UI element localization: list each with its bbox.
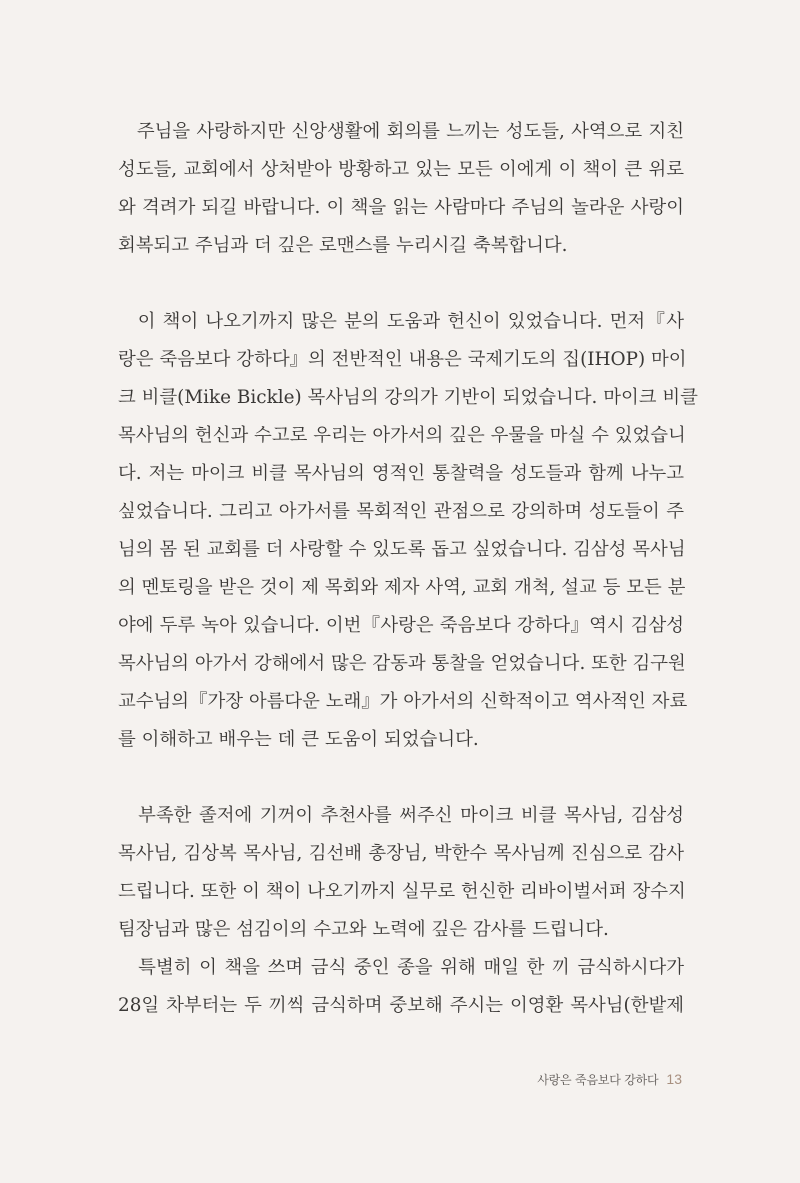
text-line: 님의 몸 된 교회를 더 사랑할 수 있도록 돕고 싶었습니다. 김삼성 목사님 [118, 539, 686, 560]
text-line: 의 멘토링을 받은 것이 제 목회와 제자 사역, 교회 개척, 설교 등 모든 분 [118, 577, 686, 598]
text-line: 성도들, 교회에서 상처받아 방황하고 있는 모든 이에게 이 책이 큰 위로 [118, 159, 684, 180]
paragraph-1 [118, 113, 684, 265]
text-line: 목사님의 헌신과 수고로 우리는 아가서의 깊은 우물을 마실 수 있었습니 [118, 425, 686, 446]
text-line: 이 책이 나오기까지 많은 분의 도움과 헌신이 있었습니다. 먼저『사 [118, 311, 684, 332]
text-line: 와 격려가 되길 바랍니다. 이 책을 읽는 사람마다 주님의 놀라운 사랑이 [118, 197, 684, 218]
text-line: 회복되고 주님과 더 깊은 로맨스를 누리시길 축복합니다. [118, 235, 568, 256]
paragraph-4 [118, 949, 684, 1025]
text-line: 목사님, 김상복 목사님, 김선배 총장님, 박한수 목사님께 진심으로 감사 [118, 843, 684, 864]
text-line: 교수님의『가장 아름다운 노래』가 아가서의 신학적이고 역사적인 자료 [118, 691, 688, 712]
text-line: 주님을 사랑하지만 신앙생활에 회의를 느끼는 성도들, 사역으로 지친 [118, 121, 684, 142]
text-line: 야에 두루 녹아 있습니다. 이번『사랑은 죽음보다 강하다』역시 김삼성 [118, 615, 684, 636]
text-line: 목사님의 아가서 강해에서 많은 감동과 통찰을 얻었습니다. 또한 김구원 [118, 653, 686, 674]
text-line: 28일 차부터는 두 끼씩 금식하며 중보해 주시는 이영환 목사님(한밭제 [118, 995, 684, 1016]
paragraph-3 [118, 797, 684, 949]
text-line: 부족한 졸저에 기꺼이 추천사를 써주신 마이크 비클 목사님, 김삼성 [118, 805, 684, 826]
text-line: 싶었습니다. 그리고 아가서를 목회적인 관점으로 강의하며 성도들이 주 [118, 501, 684, 522]
body-text [118, 113, 698, 1025]
text-line: 특별히 이 책을 쓰며 금식 중인 종을 위해 매일 한 끼 금식하시다가 [118, 957, 684, 978]
page-footer [537, 1067, 682, 1091]
text-line: 를 이해하고 배우는 데 큰 도움이 되었습니다. [118, 729, 479, 750]
text-line: 팀장님과 많은 섬김이의 수고와 노력에 깊은 감사를 드립니다. [118, 919, 609, 940]
text-line: 다. 저는 마이크 비클 목사님의 영적인 통찰력을 성도들과 함께 나누고 [118, 463, 684, 484]
running-title: 사랑은 죽음보다 강하다 [537, 1072, 659, 1087]
paragraph-spacer [118, 265, 684, 303]
text-line: 랑은 죽음보다 강하다』의 전반적인 내용은 국제기도의 집(IHOP) 마이 [118, 349, 687, 370]
text-line: 크 비클(Mike Bickle) 목사님의 강의가 기반이 되었습니다. 마이크 비클 [118, 387, 698, 408]
paragraph-spacer [118, 759, 684, 797]
page-number: 13 [666, 1071, 682, 1087]
paragraph-2 [118, 303, 698, 759]
text-line: 드립니다. 또한 이 책이 나오기까지 실무로 헌신한 리바이벌서퍼 장수지 [118, 881, 686, 902]
